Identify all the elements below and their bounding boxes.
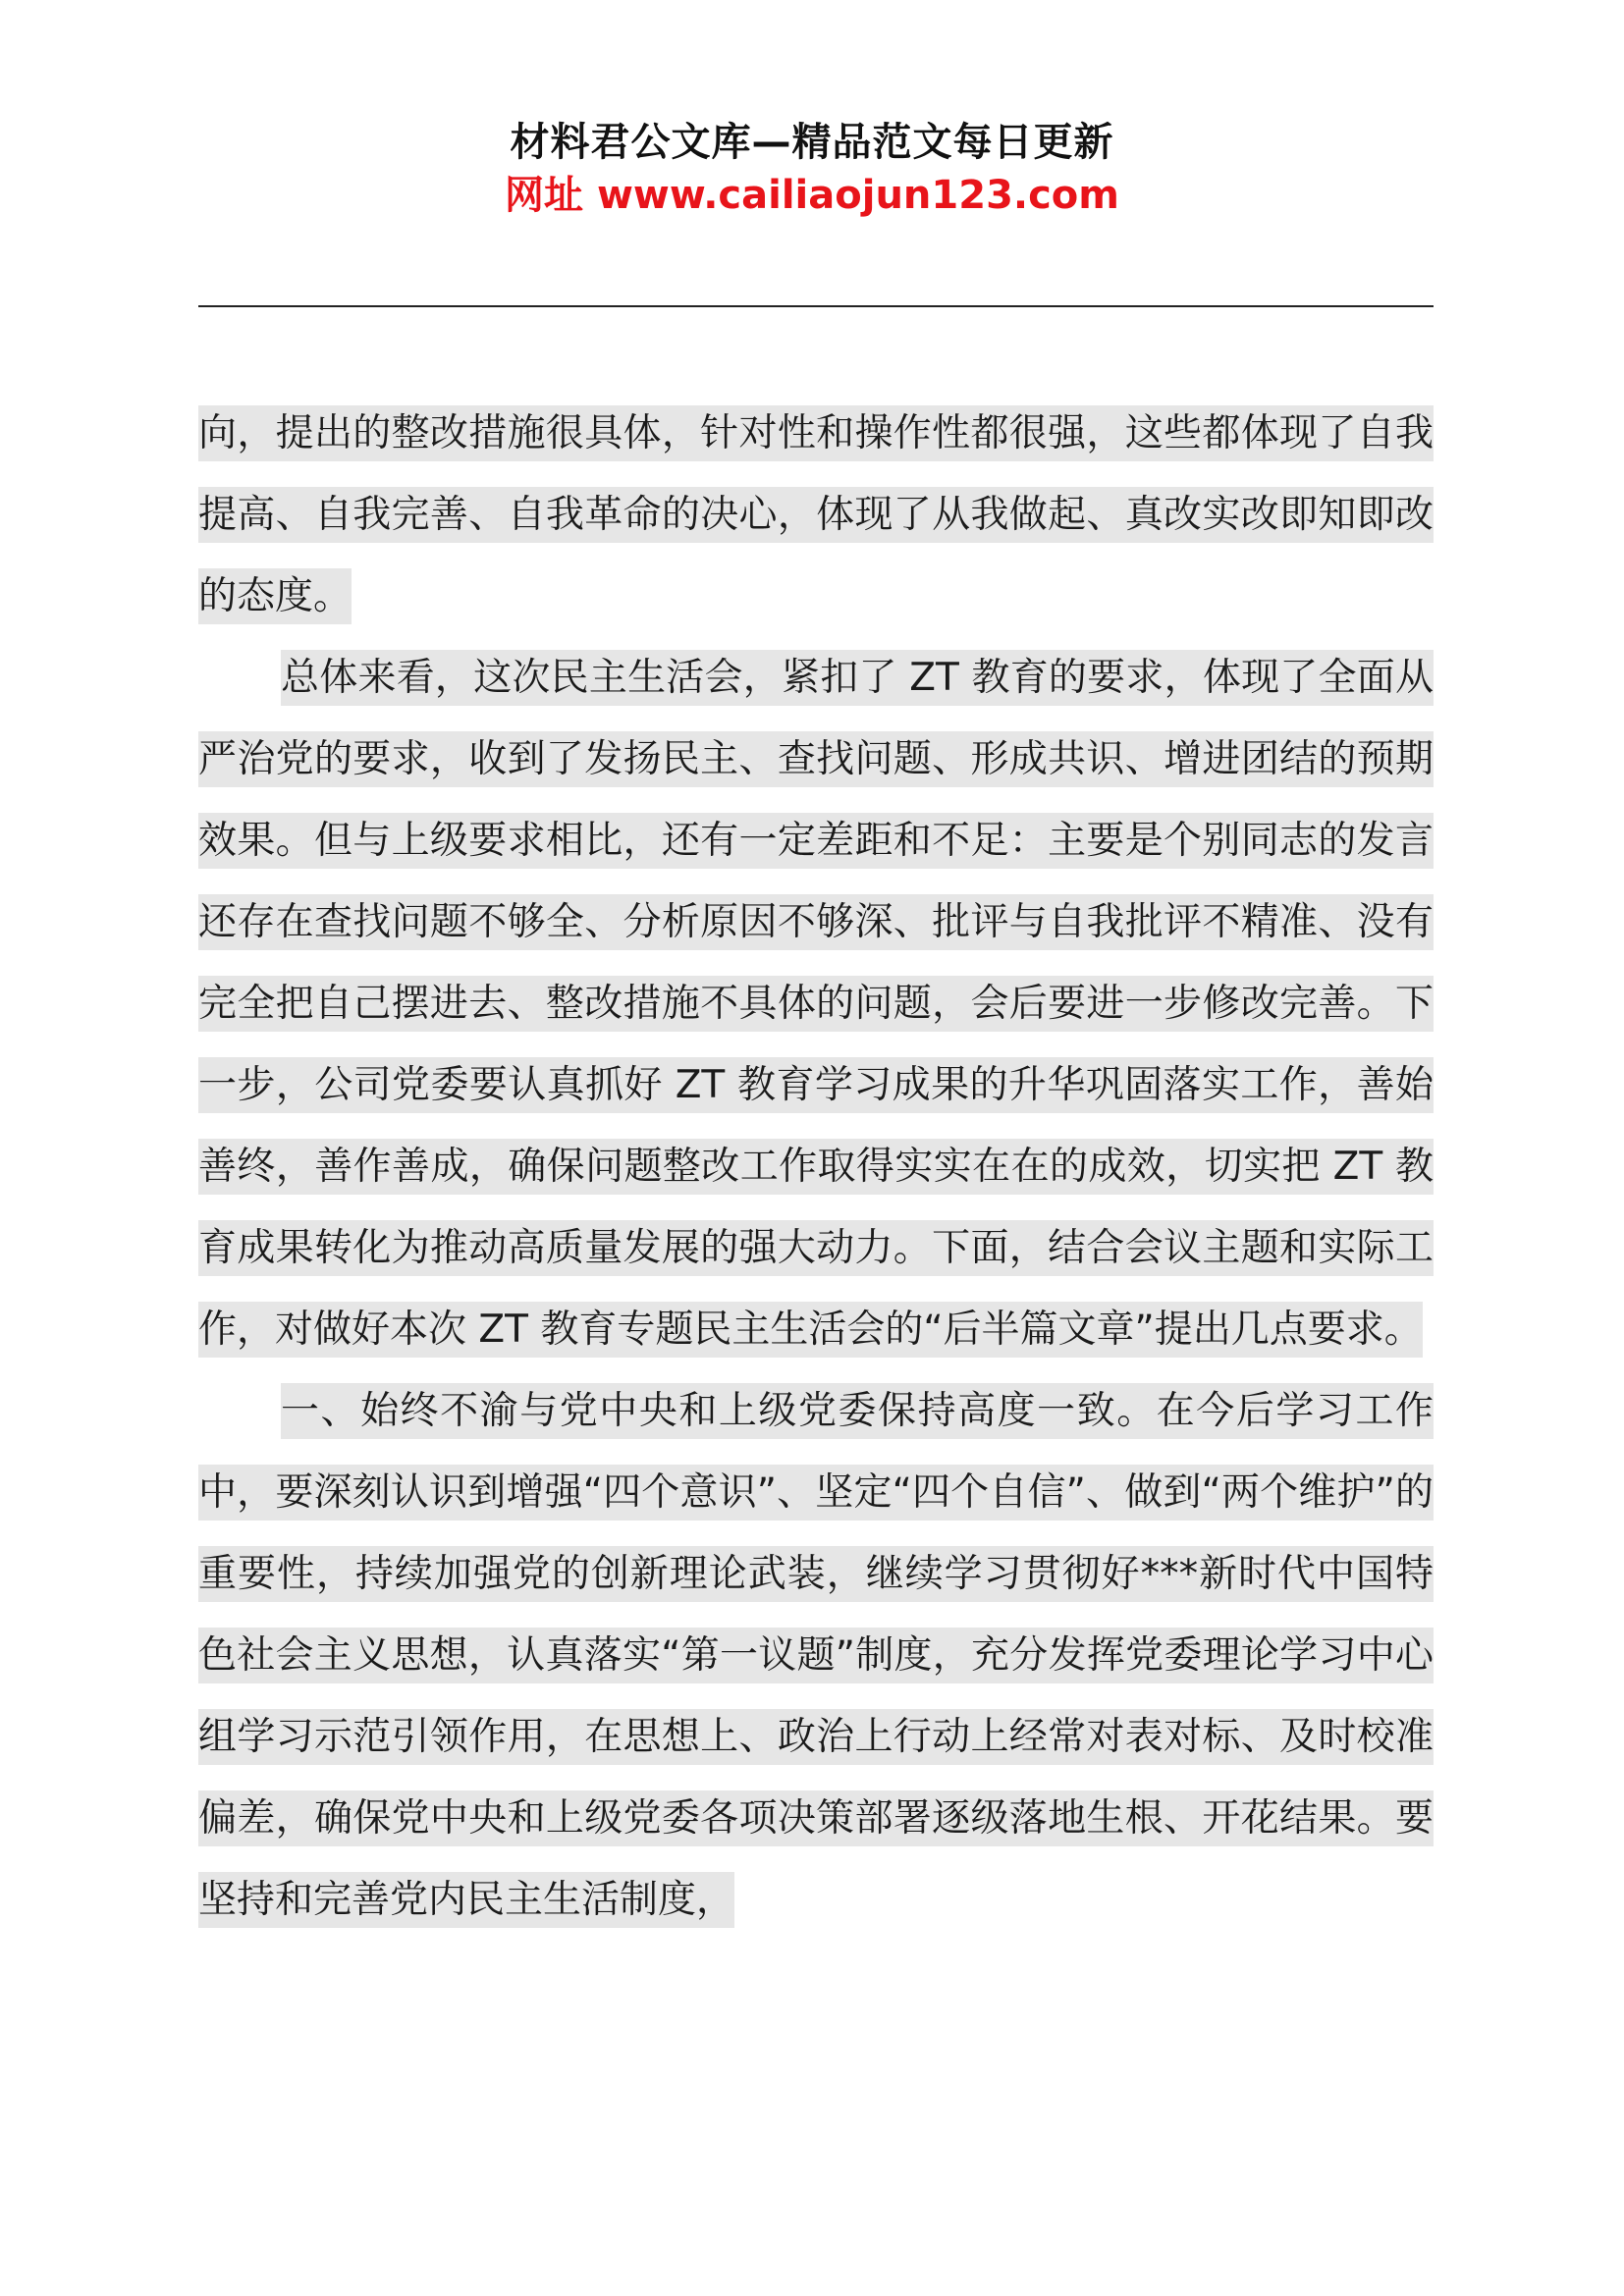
document-header <box>0 116 1624 222</box>
site-title: 材料君公文库—精品范文每日更新 <box>510 120 1114 165</box>
document-body <box>198 393 1434 1941</box>
header-divider <box>198 305 1434 307</box>
paragraph-2-text: 总体来看，这次民主生活会，紧扣了 ZT 教育的要求，体现了全面从严治党的要求，收到了发扬民主、查找问题、形成共识、增进团结的预期效果。但与上级要求相比，还有一定差距和不足：主要是个别同志的发言还存在查找问题不够全、分析原因不够深、批评与自我批评不精准、没有完全把自己摆进去、整改措施不具体的问题，会后要进一步修改完善。下一步，公司党委要认真抓好 ZT 教育学习成果的升华巩固落实工作，善始善终，善作善成，确保问题整改工作取得实实在在的成效，切实把 ZT 教育成果转化为推动高质量发展的强大动力。下面，结合会议主题和实际工作，对做好本次 ZT 教育专题民主生活会的“后半篇文章”提出几点要求。 <box>198 650 1434 1358</box>
paragraph-1-text: 向，提出的整改措施很具体，针对性和操作性都很强，这些都体现了自我提高、自我完善、自我革命的决心，体现了从我做起、真改实改即知即改的态度。 <box>198 405 1434 624</box>
paragraph-1 <box>198 393 1434 637</box>
paragraph-3 <box>198 1370 1434 1941</box>
paragraph-3-text: 一、始终不渝与党中央和上级党委保持高度一致。在今后学习工作中，要深刻认识到增强“四个意识”、坚定“四个自信”、做到“两个维护”的重要性，持续加强党的创新理论武装，继续学习贯彻好***新时代中国特色社会主义思想，认真落实“第一议题”制度，充分发挥党委理论学习中心组学习示范引领作用，在思想上、政治上行动上经常对表对标、及时校准偏差，确保党中央和上级党委各项决策部署逐级落地生根、开花结果。要坚持和完善党内民主生活制度， <box>198 1383 1434 1928</box>
site-url[interactable]: 网址 www.cailiaojun123.com <box>505 173 1119 218</box>
paragraph-2 <box>198 637 1434 1370</box>
